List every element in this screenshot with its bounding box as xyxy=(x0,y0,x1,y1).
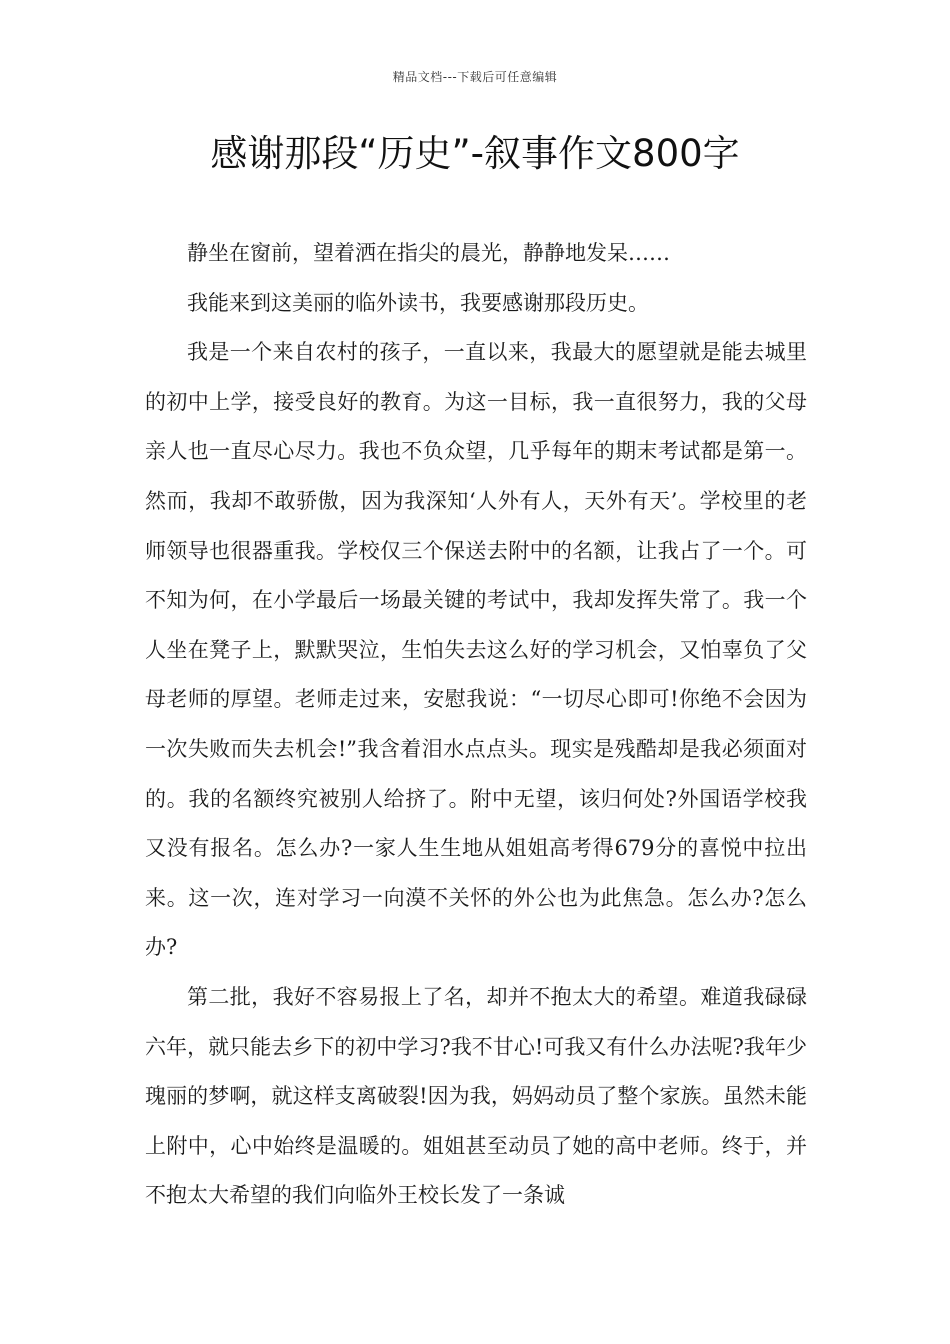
document-title: 感谢那段“历史”-叙事作文800字 xyxy=(210,132,740,175)
paragraph: 静坐在窗前，望着洒在指尖的晨光，静静地发呆…… xyxy=(187,241,670,265)
paragraph: 我是一个来自农村的孩子，一直以来，我最大的愿望就是能去城里的初中上学，接受良好的教育。为这一目标，我一直很努力，我的父母亲人也一直尽心尽力。我也不负众望，几乎每年的期末考试都是第一。然而，我却不敢骄傲，因为我深知‘人外有人，天外有天’。学校里的老师领导也很器重我。学校仅三个保送去附中的名额，让我占了一个。可不知为何，在小学最后一场最关键的考试中，我却发挥失常了。我一个人坐在凳子上，默默哭泣，生怕失去这么好的学习机会，又怕辜负了父母老师的厚望。老师走过来，安慰我说：“一切尽心即可!你绝不会因为一次失败而失去机会!”我含着泪水点点头。现实是残酷却是我必须面对的。我的名额终究被别人给挤了。附中无望，该归何处?外国语学校我又没有报名。怎么办?一家人生生地从姐姐高考得679分的喜悦中拉出来。这一次，连对学习一向漠不关怀的外公也为此焦急。怎么办?怎么办? xyxy=(145,340,807,960)
document-body xyxy=(145,229,807,1221)
header-note: 精品文档---下载后可任意编辑 xyxy=(392,70,558,84)
paragraph: 第二批，我好不容易报上了名，却并不抱太大的希望。难道我碌碌六年，就只能去乡下的初中学习?我不甘心!可我又有什么办法呢?我年少瑰丽的梦啊，就这样支离破裂!因为我，妈妈动员了整个家族。虽然未能上附中，心中始终是温暖的。姐姐甚至动员了她的高中老师。终于，并不抱太大希望的我们向临外王校长发了一条诚 xyxy=(145,984,807,1208)
paragraph: 我能来到这美丽的临外读书，我要感谢那段历史。 xyxy=(187,290,649,315)
